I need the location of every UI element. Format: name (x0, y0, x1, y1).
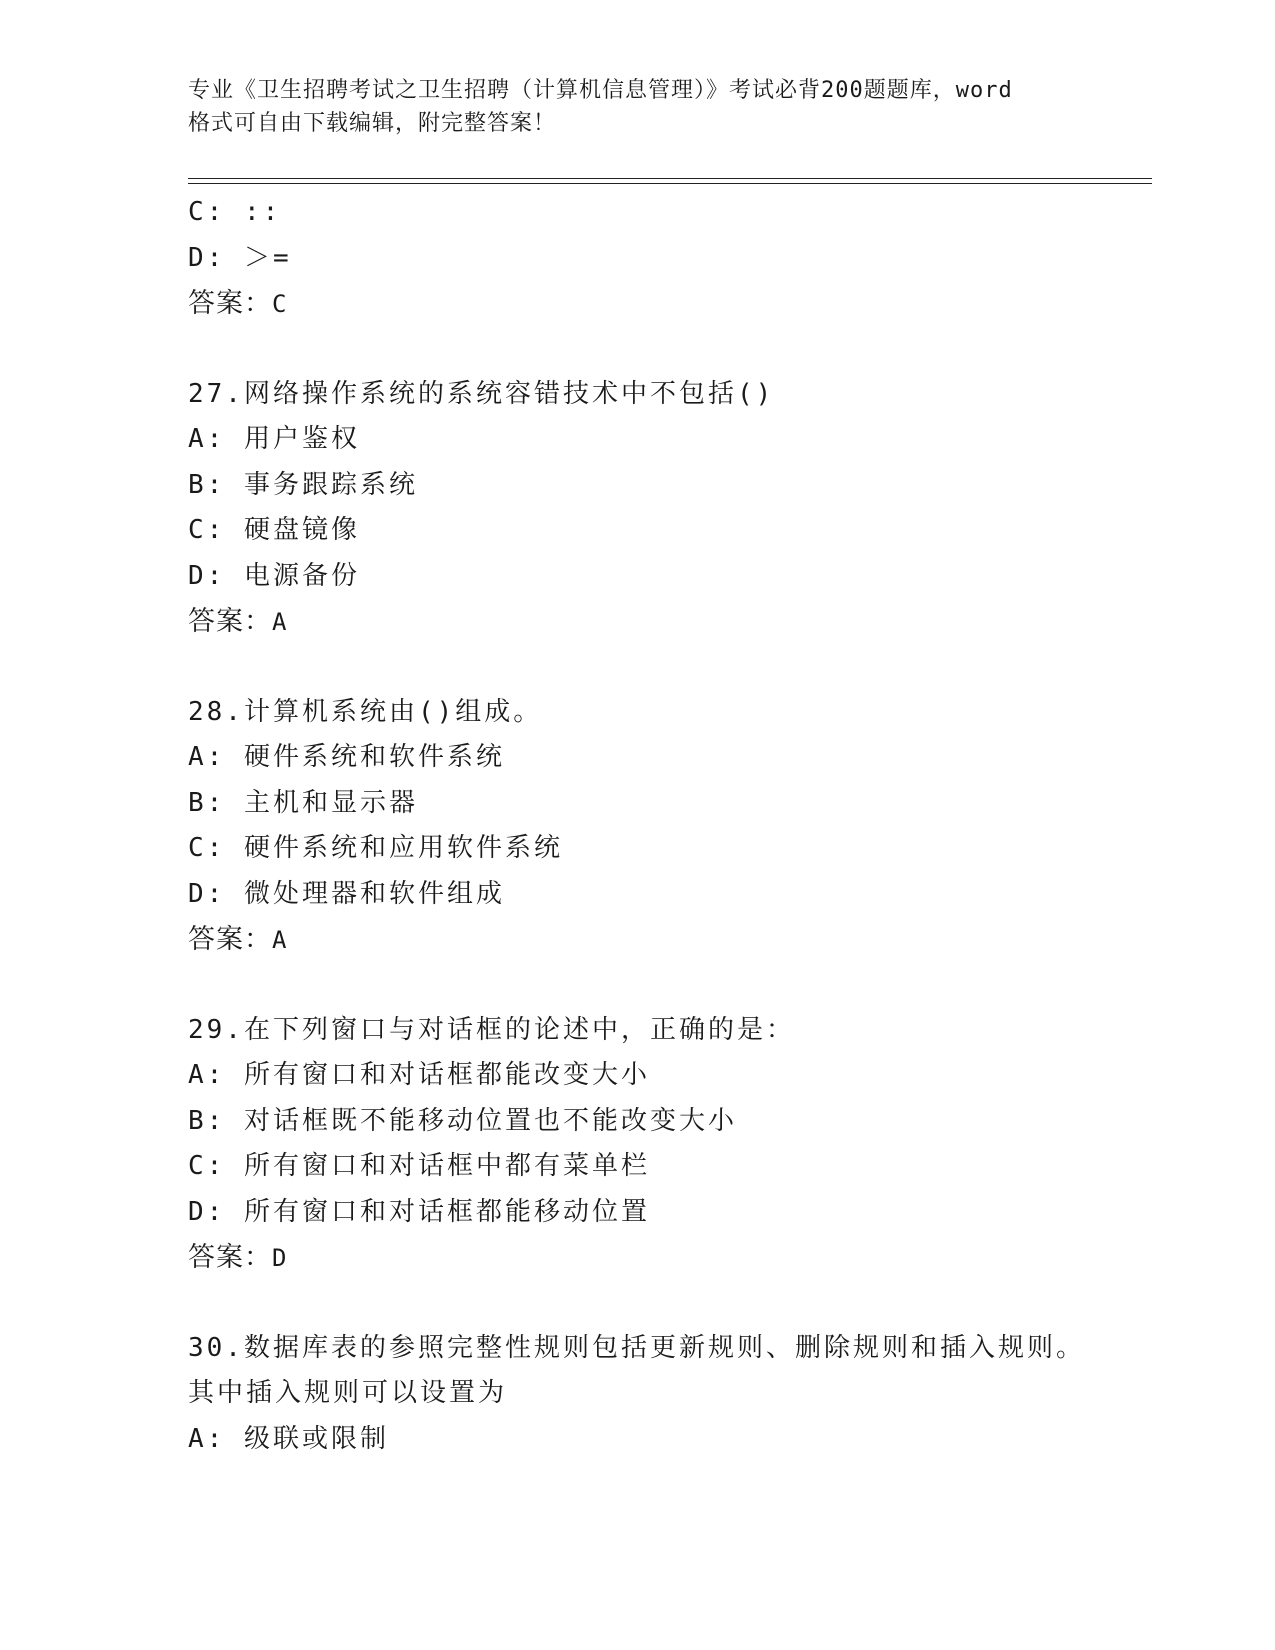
option-key: C (188, 833, 207, 863)
answer-label: 答案： (188, 924, 272, 955)
option-key: C (188, 1151, 207, 1181)
header-line-2: 格式可自由下载编辑，附完整答案！ (188, 111, 557, 136)
option-line: B: 事务跟踪系统 (188, 469, 418, 500)
option-key: A (188, 1423, 207, 1454)
document-header (188, 74, 1088, 140)
question-stem-continued: 其中插入规则可以设置为 (188, 1378, 508, 1408)
option-line: C: 所有窗口和对话框中都有菜单栏 (188, 1151, 650, 1181)
option-line: D: ＞= (188, 242, 292, 273)
answer-value: A (272, 926, 288, 954)
option-key: B (188, 1105, 207, 1136)
question-stem: 29.在下列窗口与对话框的论述中，正确的是： (188, 1014, 795, 1045)
option-key: D (188, 1196, 207, 1227)
option-key: B (188, 469, 207, 500)
option-key: A (188, 742, 207, 772)
option-text: 所有窗口和对话框中都有菜单栏 (243, 1151, 650, 1181)
option-line: A: 硬件系统和软件系统 (188, 742, 505, 772)
option-text: 硬盘镜像 (243, 515, 360, 545)
option-text: 所有窗口和对话框都能改变大小 (243, 1060, 650, 1090)
option-key: C (188, 197, 207, 227)
option-text: 对话框既不能移动位置也不能改变大小 (243, 1105, 737, 1136)
option-key: D (188, 560, 207, 591)
option-line: D: 所有窗口和对话框都能移动位置 (188, 1196, 650, 1227)
question-stem: 28.计算机系统由()组成。 (188, 696, 543, 727)
option-line: B: 对话框既不能移动位置也不能改变大小 (188, 1105, 737, 1136)
answer-label: 答案： (188, 1242, 272, 1273)
header-rule-top (188, 178, 1152, 179)
answer-value: D (272, 1244, 288, 1272)
answer-value: A (272, 608, 288, 636)
answer-label: 答案： (188, 288, 272, 319)
option-text: 所有窗口和对话框都能移动位置 (243, 1196, 650, 1227)
question-content (188, 190, 1148, 1462)
option-text: 硬件系统和软件系统 (243, 742, 505, 772)
answer-line (188, 599, 1148, 645)
option-text: 级联或限制 (243, 1423, 389, 1454)
option-key: C (188, 515, 207, 545)
option-line: A: 级联或限制 (188, 1423, 389, 1454)
answer-line (188, 281, 1148, 327)
option-line: D: 微处理器和软件组成 (188, 878, 505, 909)
header-line-1: 专业《卫生招聘考试之卫生招聘（计算机信息管理）》考试必背200题题库，word (188, 78, 1013, 103)
option-text: 用户鉴权 (243, 424, 360, 454)
option-key: A (188, 1060, 207, 1090)
question-stem: 30.数据库表的参照完整性规则包括更新规则、删除规则和插入规则。 (188, 1332, 1085, 1363)
question-stem: 27.网络操作系统的系统容错技术中不包括() (188, 378, 775, 409)
option-text: :: (243, 197, 282, 227)
option-line: B: 主机和显示器 (188, 787, 418, 818)
option-line: C: 硬盘镜像 (188, 515, 360, 545)
option-line: C: :: (188, 197, 282, 227)
option-key: D (188, 242, 207, 273)
answer-value: C (272, 290, 288, 318)
answer-line (188, 1235, 1148, 1281)
option-line: A: 所有窗口和对话框都能改变大小 (188, 1060, 650, 1090)
option-line: C: 硬件系统和应用软件系统 (188, 833, 563, 863)
answer-label: 答案： (188, 606, 272, 637)
option-text: 事务跟踪系统 (243, 469, 418, 500)
option-key: D (188, 878, 207, 909)
option-text: 微处理器和软件组成 (243, 878, 505, 909)
option-line: D: 电源备份 (188, 560, 360, 591)
option-key: B (188, 787, 207, 818)
option-text: 电源备份 (243, 560, 360, 591)
option-text: 硬件系统和应用软件系统 (243, 833, 563, 863)
option-text: 主机和显示器 (243, 787, 418, 818)
header-rule-bottom (188, 183, 1152, 184)
option-text: ＞= (243, 242, 292, 273)
option-line: A: 用户鉴权 (188, 424, 360, 454)
option-key: A (188, 424, 207, 454)
answer-line (188, 917, 1148, 963)
